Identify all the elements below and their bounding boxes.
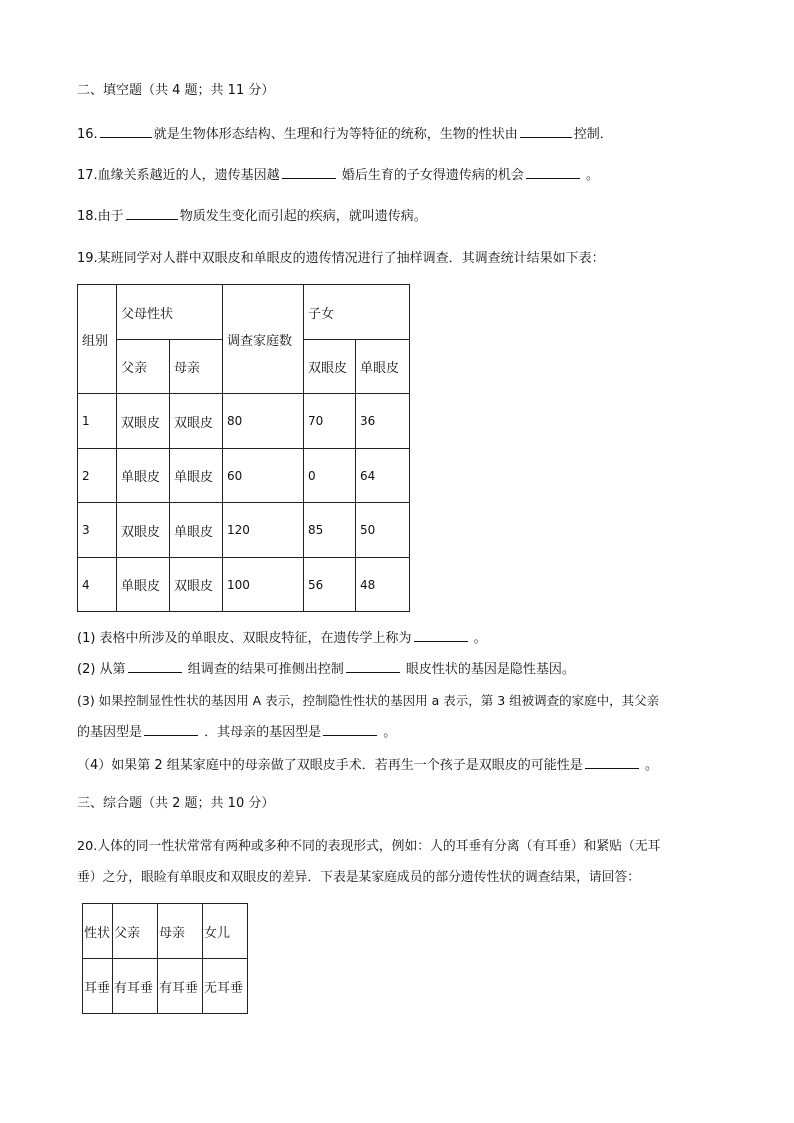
cell-mother: 单眼皮 <box>170 503 223 558</box>
q19-sub1-suffix: 。 <box>469 631 487 646</box>
q19-sub2-prefix: (2) 从第 <box>77 662 126 677</box>
q17-suffix: 。 <box>581 168 599 183</box>
q19-sub2-blank-2[interactable] <box>346 660 400 673</box>
q18-prefix: 18.由于 <box>77 209 124 224</box>
q17-blank-1[interactable] <box>282 166 336 179</box>
q16-blank-1[interactable] <box>100 125 152 138</box>
q19-sub4 <box>77 756 658 775</box>
cell-double: 0 <box>304 449 356 503</box>
q19-sub1-prefix: (1) 表格中所涉及的单眼皮、双眼皮特征，在遗传学上称为 <box>77 631 412 646</box>
cell-father: 双眼皮 <box>117 394 170 449</box>
q19-sub3-line2-prefix: 的基因型是 <box>77 725 143 740</box>
cell-families: 120 <box>223 503 304 558</box>
question-16 <box>77 125 613 144</box>
q18-suffix: 物质发生变化而引起的疾病，就叫遗传病。 <box>179 209 427 224</box>
cell-trait: 耳垂 <box>83 959 113 1014</box>
q19-sub3-line1: (3) 如果控制显性性状的基因用 A 表示，控制隐性性状的基因用 a 表示，第 3 组被调查的家庭中，其父亲 <box>77 693 660 708</box>
cell-single: 50 <box>356 503 410 558</box>
q19-sub2-blank-1[interactable] <box>128 660 182 673</box>
section3-heading: 三、综合题（共 2 题；共 10 分） <box>77 796 275 811</box>
header-single: 单眼皮 <box>356 340 410 394</box>
header-mother: 母亲 <box>170 340 223 394</box>
q19-sub2 <box>77 660 575 679</box>
header-double: 双眼皮 <box>304 340 356 394</box>
cell-daughter: 无耳垂 <box>203 959 248 1014</box>
q16-suffix: 控制． <box>573 127 613 142</box>
cell-father: 单眼皮 <box>117 558 170 612</box>
cell-group: 1 <box>78 394 117 449</box>
cell-single: 36 <box>356 394 410 449</box>
cell-mother: 单眼皮 <box>170 449 223 503</box>
cell-mother: 双眼皮 <box>170 558 223 612</box>
q19-sub3-line2-suffix: 。 <box>379 725 397 740</box>
cell-father: 单眼皮 <box>117 449 170 503</box>
header-father: 父亲 <box>113 904 158 959</box>
header-parents: 父母性状 <box>117 285 223 340</box>
cell-mother: 有耳垂 <box>158 959 203 1014</box>
q18-blank-1[interactable] <box>126 207 178 220</box>
q19-sub1-blank[interactable] <box>414 629 468 642</box>
cell-father: 双眼皮 <box>117 503 170 558</box>
cell-double: 70 <box>304 394 356 449</box>
header-mother: 母亲 <box>158 904 203 959</box>
q19-sub3-blank-1[interactable] <box>144 723 198 736</box>
cell-group: 3 <box>78 503 117 558</box>
q19-sub3-line2 <box>77 723 396 742</box>
q19-sub4-blank[interactable] <box>585 756 639 769</box>
header-group: 组别 <box>78 285 117 394</box>
q19-sub2-mid: 组调查的结果可推侧出控制 <box>183 662 344 677</box>
table-row <box>78 449 410 503</box>
cell-group: 4 <box>78 558 117 612</box>
cell-mother: 双眼皮 <box>170 394 223 449</box>
cell-double: 56 <box>304 558 356 612</box>
table-row <box>78 394 410 449</box>
question-20-line1: 20.人体的同一性状常常有两种或多种不同的表现形式，例如：人的耳垂有分离（有耳垂）和紧贴（无耳 <box>77 839 661 854</box>
table-row <box>78 558 410 612</box>
header-father: 父亲 <box>117 340 170 394</box>
q19-sub4-prefix: （4）如果第 2 组某家庭中的母亲做了双眼皮手术．若再生一个孩子是双眼皮的可能性是 <box>77 758 583 773</box>
q16-mid: 就是生物体形态结构、生理和行为等特征的统称，生物的性状由 <box>153 127 518 142</box>
cell-group: 2 <box>78 449 117 503</box>
earlobe-trait-table <box>82 903 248 1014</box>
q19-sub1 <box>77 629 487 648</box>
cell-double: 85 <box>304 503 356 558</box>
cell-families: 80 <box>223 394 304 449</box>
header-children: 子女 <box>304 285 410 340</box>
eyelid-survey-table <box>77 284 410 612</box>
table-row <box>78 503 410 558</box>
header-daughter: 女儿 <box>203 904 248 959</box>
q19-sub4-suffix: 。 <box>640 758 658 773</box>
q16-blank-2[interactable] <box>520 125 572 138</box>
cell-single: 64 <box>356 449 410 503</box>
q19-sub3-line2-mid: ．其母亲的基因型是 <box>200 725 322 740</box>
q17-mid: 婚后生育的子女得遗传病的机会 <box>337 168 524 183</box>
question-20-line2: 垂）之分，眼睑有单眼皮和双眼皮的差异．下表是某家庭成员的部分遗传性状的调查结果，请回答： <box>77 870 641 885</box>
q17-prefix: 17.血缘关系越近的人，遗传基因越 <box>77 168 280 183</box>
table-row <box>83 959 248 1014</box>
q19-sub2-suffix: 眼皮性状的基因是隐性基因。 <box>401 662 575 677</box>
cell-single: 48 <box>356 558 410 612</box>
question-19-stem: 19.某班同学对人群中双眼皮和单眼皮的遗传情况进行了抽样调查．其调查统计结果如下表： <box>77 251 605 266</box>
q17-blank-2[interactable] <box>526 166 580 179</box>
header-trait: 性状 <box>83 904 113 959</box>
question-18 <box>77 207 427 226</box>
q16-prefix: 16. <box>77 127 98 142</box>
question-17 <box>77 166 599 185</box>
cell-families: 60 <box>223 449 304 503</box>
header-families: 调查家庭数 <box>223 285 304 394</box>
section2-heading: 二、填空题（共 4 题；共 11 分） <box>77 83 275 98</box>
cell-father: 有耳垂 <box>113 959 158 1014</box>
q19-sub3-blank-2[interactable] <box>323 723 377 736</box>
cell-families: 100 <box>223 558 304 612</box>
